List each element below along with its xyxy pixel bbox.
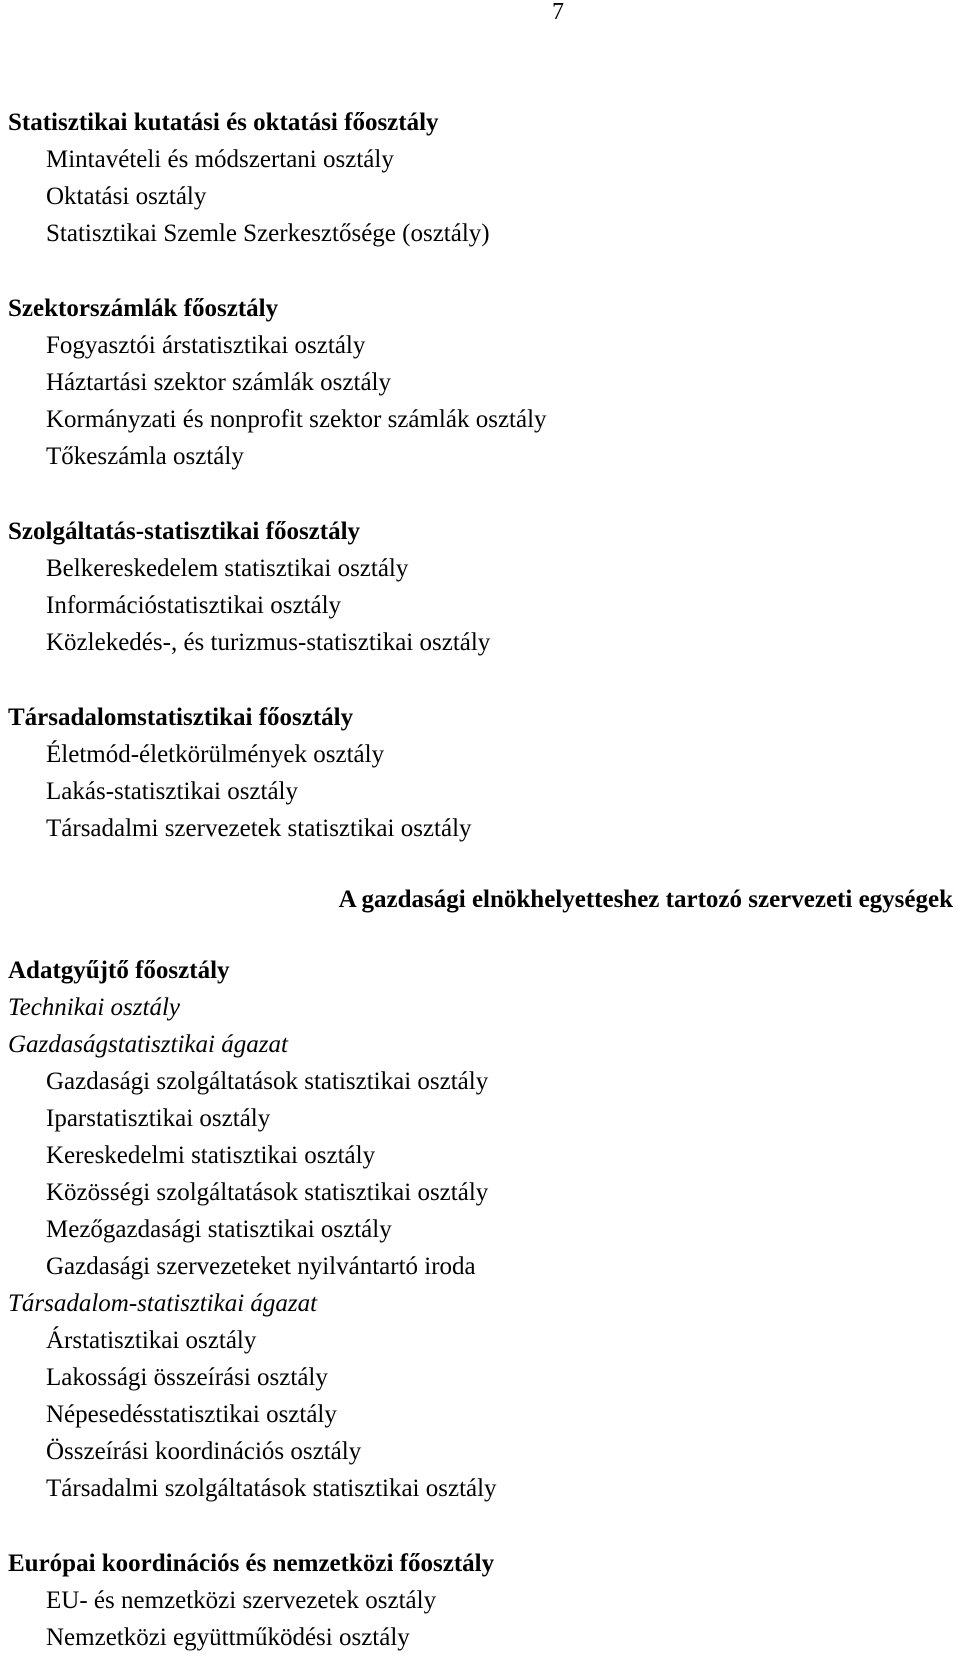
- page-number: 7: [552, 0, 564, 25]
- section-spacer: [8, 918, 953, 952]
- list-item: Népesedésstatisztikai osztály: [46, 1401, 337, 1428]
- list-item: Gazdasági szervezeteket nyilvántartó iroda: [46, 1253, 476, 1280]
- economic-vp-heading: A gazdasági elnökhelyetteshez tartozó szervezeti egységek: [338, 886, 953, 913]
- list-item: Oktatási osztály: [46, 183, 207, 210]
- list-item: Lakás-statisztikai osztály: [46, 778, 299, 805]
- dept-heading-data-collection: Adatgyűjtő főosztály: [8, 957, 230, 984]
- dept-heading-research: Statisztikai kutatási és oktatási főosztály: [8, 109, 439, 136]
- list-item: Társadalmi szolgáltatások statisztikai osztály: [46, 1475, 497, 1502]
- list-item: Mintavételi és módszertani osztály: [46, 146, 394, 173]
- list-item: Tőkeszámla osztály: [46, 443, 244, 470]
- unit-technical: Technikai osztály: [8, 994, 180, 1021]
- list-item: Információstatisztikai osztály: [46, 592, 342, 619]
- dept-heading-european: Európai koordinációs és nemzetközi főosztály: [8, 1550, 495, 1577]
- list-item: Fogyasztói árstatisztikai osztály: [46, 332, 366, 359]
- list-item: Társadalmi szervezetek statisztikai osztály: [46, 815, 472, 842]
- section-spacer: [8, 252, 953, 290]
- branch-title-social: Társadalom-statisztikai ágazat: [8, 1290, 318, 1317]
- list-item: Belkereskedelem statisztikai osztály: [46, 555, 409, 582]
- branch-title-economic: Gazdaságstatisztikai ágazat: [8, 1031, 288, 1058]
- list-item: Iparstatisztikai osztály: [46, 1105, 271, 1132]
- list-item: Kormányzati és nonprofit szektor számlák osztály: [46, 406, 547, 433]
- section-spacer: [8, 847, 953, 881]
- list-item: Közlekedés-, és turizmus-statisztikai osztály: [46, 629, 491, 656]
- list-item: Közösségi szolgáltatások statisztikai osztály: [46, 1179, 489, 1206]
- list-item: Életmód-életkörülmények osztály: [46, 741, 385, 768]
- list-item: Nemzetközi együttműködési osztály: [46, 1624, 410, 1651]
- list-item: Gazdasági szolgáltatások statisztikai osztály: [46, 1068, 489, 1095]
- list-item: Árstatisztikai osztály: [46, 1327, 257, 1354]
- list-item: Háztartási szektor számlák osztály: [46, 369, 391, 396]
- section-spacer: [8, 1507, 953, 1545]
- dept-heading-services: Szolgáltatás-statisztikai főosztály: [8, 518, 361, 545]
- list-item: Lakossági összeírási osztály: [46, 1364, 328, 1391]
- dept-heading-accounts: Szektorszámlák főosztály: [8, 295, 279, 322]
- org-unit-list: [8, 104, 953, 1656]
- list-item: EU- és nemzetközi szervezetek osztály: [46, 1587, 437, 1614]
- section-spacer: [8, 475, 953, 513]
- list-item: Statisztikai Szemle Szerkesztősége (osztály): [46, 220, 490, 247]
- list-item: Összeírási koordinációs osztály: [46, 1438, 362, 1465]
- list-item: Mezőgazdasági statisztikai osztály: [46, 1216, 392, 1243]
- list-item: Kereskedelmi statisztikai osztály: [46, 1142, 376, 1169]
- section-spacer: [8, 661, 953, 699]
- dept-heading-social: Társadalomstatisztikai főosztály: [8, 704, 354, 731]
